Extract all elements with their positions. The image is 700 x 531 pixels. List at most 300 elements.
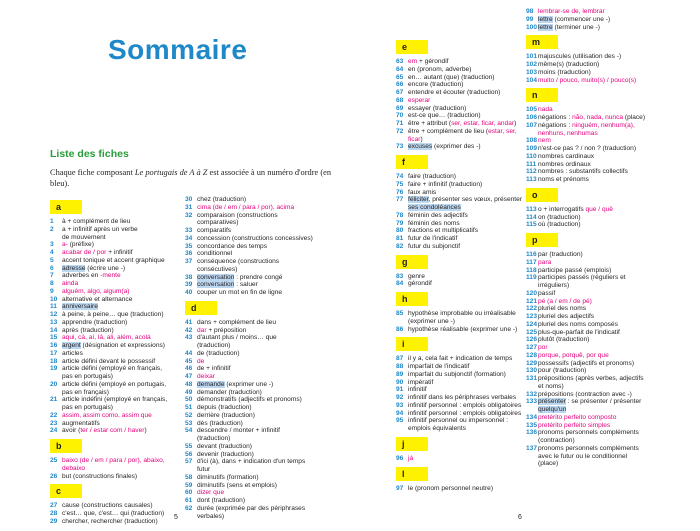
entry-text: [197, 451, 335, 459]
index-entry: [526, 282, 658, 290]
entry-number: 51: [185, 404, 193, 411]
page-number: 6: [518, 514, 522, 521]
entry-text-part: en… autant (que) (traduction): [408, 73, 495, 81]
index-entry: [185, 334, 335, 342]
index-entry: [185, 365, 335, 373]
section-letter: a: [50, 200, 82, 214]
entry-text-part: d'autant plus / moins… que: [197, 334, 277, 342]
index-entry: [50, 265, 176, 273]
section-letter: o: [526, 188, 558, 202]
entry-number: 44: [185, 349, 193, 357]
entry-text-part: devenir (traduction): [197, 450, 254, 458]
entry-text: [538, 313, 658, 321]
entry-number: 136: [526, 429, 538, 437]
entry-number: 15: [50, 334, 58, 342]
entry-text: [408, 136, 524, 144]
entry-text-part: présenter: [538, 398, 566, 406]
entry-number: 109: [526, 145, 538, 152]
section-letter: n: [526, 88, 558, 102]
entry-text: [62, 296, 176, 304]
entry-number: 135: [526, 421, 538, 429]
entry-text: [538, 274, 658, 282]
index-entry: [526, 53, 658, 61]
entry-text-part: (terminer une -): [552, 23, 600, 31]
index-entry: [526, 422, 658, 430]
entry-number: 134: [526, 413, 538, 421]
entry-text: [62, 327, 176, 335]
index-entry: [50, 427, 176, 435]
entry-text: [408, 220, 524, 228]
entry-text-part: a + infinitif après un verbe: [62, 225, 138, 233]
entry-text-part: nombres cardinaux: [538, 152, 595, 160]
entry-text-part: o + interrogatifs: [538, 205, 586, 213]
entry-text: [197, 381, 335, 389]
index-entry: [50, 280, 176, 288]
entry-number: 123: [526, 313, 538, 320]
entry-text: [197, 281, 335, 289]
section-letter: h: [396, 292, 428, 306]
index-entry: [185, 404, 335, 412]
entry-text: [538, 77, 658, 85]
entry-text: [538, 176, 658, 184]
entry-number: 100: [526, 23, 538, 31]
entry-text-part: pas en portugais): [62, 373, 113, 380]
entry-number: 90: [396, 378, 404, 386]
entry-text-part: conversation: [197, 281, 235, 289]
entry-number: 81: [396, 235, 404, 242]
entry-text-part: (désignation et expressions): [80, 342, 166, 349]
entry-number: 55: [185, 442, 193, 450]
entry-text-part: + infinitif: [106, 249, 133, 256]
entry-text-part: debaixo: [62, 464, 86, 472]
entry-text: [62, 373, 176, 381]
entry-text-part: avec le futur ou le conditionnel: [538, 452, 628, 460]
index-entry: [526, 8, 658, 16]
entry-text: [197, 513, 335, 521]
entry-number: 53: [185, 419, 193, 427]
entry-number: 85: [396, 310, 404, 317]
entry-number: 70: [396, 112, 404, 120]
entry-number: 1: [50, 218, 54, 225]
entry-number: 128: [526, 351, 538, 359]
index-entry: [50, 404, 176, 412]
section-letter: p: [526, 233, 558, 247]
entry-text-part: que / quê: [585, 205, 613, 213]
entry-text: [538, 137, 658, 145]
index-entry: [396, 220, 524, 228]
index-entry: [526, 206, 658, 214]
entry-text: [62, 319, 176, 327]
index-entry: [396, 371, 524, 379]
section-letter: f: [396, 155, 428, 169]
entry-text-part: adresse: [62, 264, 86, 272]
entry-text-part: muito / pouco, muito(s) / pouco(s): [538, 76, 637, 84]
entry-text-part: chercher, rechercher (traduction): [62, 517, 158, 525]
entry-number: 88: [396, 363, 404, 370]
index-entry: [50, 288, 176, 296]
entry-number: 84: [396, 280, 404, 288]
entry-text-part: imparfait de l'indicatif: [408, 363, 470, 370]
entry-number: 82: [396, 242, 404, 250]
entry-text: [62, 510, 176, 518]
entry-text-part: dar: [197, 326, 207, 334]
index-entry: [50, 327, 176, 335]
index-entry: [396, 227, 524, 235]
entry-number: 27: [50, 502, 58, 510]
entry-text-part: le (pronom personnel neutre): [408, 484, 494, 492]
entry-number: 58: [185, 473, 193, 481]
index-entry: [526, 145, 658, 153]
entry-number: [396, 136, 408, 144]
entry-number: 4: [50, 249, 54, 256]
entry-text-part: dès (traduction): [197, 419, 243, 427]
entry-text-part: hypothèse réalisable (exprimer une -): [408, 325, 518, 333]
entry-text-part: ficar: [408, 135, 421, 143]
entry-text: [538, 445, 658, 453]
entry-text-part: noms et prénoms: [538, 176, 589, 183]
entry-text-part: pluriel des adjectifs: [538, 313, 595, 320]
index-entry: [396, 58, 524, 66]
entry-number: 39: [185, 281, 193, 289]
index-entry: [526, 24, 658, 32]
entry-text: [408, 310, 524, 318]
entry-text: [197, 396, 335, 404]
entry-text: [538, 130, 658, 138]
entry-text-part: couper un mot en fin de ligne: [197, 289, 283, 296]
entry-text-part: impératif: [408, 378, 434, 386]
index-entry: [396, 273, 524, 281]
entry-number: 132: [526, 390, 538, 398]
entry-number: [526, 383, 538, 391]
entry-text: [408, 386, 524, 394]
entry-text: [538, 53, 658, 61]
entry-text: [408, 105, 524, 113]
entry-text: [408, 318, 524, 326]
entry-number: 117: [526, 258, 537, 266]
entry-text: [197, 319, 335, 327]
entry-number: 32: [185, 211, 193, 219]
entry-number: 18: [50, 357, 58, 365]
entry-text-part: négations :: [538, 121, 573, 129]
entry-text-part: négations :: [538, 114, 573, 121]
entry-text: [197, 482, 335, 490]
index-entry: [526, 77, 658, 85]
entry-text-part: pé (a / em / de pé): [538, 297, 592, 305]
section-letter: d: [185, 301, 217, 315]
entry-text-part: féminin des noms: [408, 219, 460, 227]
entry-text-part: por: [538, 344, 548, 351]
entry-text-part: excuses: [408, 143, 433, 151]
index-entry: [50, 396, 176, 404]
entry-text-part: (exprimer une -): [408, 317, 455, 325]
index-entry: [185, 342, 335, 350]
section-letter: l: [396, 467, 428, 481]
entry-text: [538, 214, 658, 222]
entry-text-part: (traduction): [197, 342, 231, 349]
entry-text-part: irréguliers): [538, 282, 570, 289]
index-entry: [396, 394, 524, 402]
entry-text: [538, 206, 658, 214]
entry-text-part: depuis (traduction): [197, 404, 252, 411]
index-entry: [396, 81, 524, 89]
index-entry: [526, 453, 658, 461]
index-entry: [396, 66, 524, 74]
entry-text-part: para: [538, 258, 552, 266]
entry-text: [197, 196, 335, 204]
entry-text-part: futur de l'indicatif: [408, 235, 458, 242]
entry-text-part: baixo (de / em / para / por), abaixo,: [62, 457, 165, 464]
entry-text: [538, 290, 658, 298]
section-letter: m: [526, 35, 558, 49]
entry-text: [197, 435, 335, 443]
index-entry: [396, 280, 524, 288]
index-entry: [185, 219, 335, 227]
entry-text-part: verbales): [197, 512, 225, 520]
entry-text-part: conditionnel: [197, 250, 233, 258]
entry-text: [538, 437, 658, 445]
entry-number: [396, 204, 408, 212]
entry-text-part: (exprimer une -): [224, 380, 274, 388]
entry-text-part: de mouvement: [62, 233, 106, 241]
entry-number: 74: [396, 173, 404, 180]
entry-text-part: nombres ordinaux: [538, 160, 591, 168]
index-entry: [526, 321, 658, 329]
entry-number: 77: [396, 196, 404, 204]
entry-text: [62, 272, 176, 280]
index-entry: [50, 412, 176, 420]
entry-text-part: (commencer une -): [552, 15, 611, 23]
index-column-2: [185, 196, 335, 520]
entry-number: 97: [396, 484, 404, 492]
entry-text-part: demander (traduction): [197, 388, 262, 396]
entry-text-part: participes passés (réguliers et: [538, 274, 626, 282]
entry-number: 24: [50, 427, 58, 435]
entry-text: [408, 410, 524, 418]
index-entry: [526, 406, 658, 414]
entry-number: 69: [396, 104, 404, 112]
entry-number: [526, 282, 538, 290]
index-entry: [50, 272, 176, 280]
entry-number: [50, 389, 62, 397]
entry-text-part: être + attribut (: [408, 120, 452, 127]
entry-text-part: ainda: [62, 280, 79, 287]
entry-text-part: (préfixe): [67, 241, 94, 249]
entry-text: [538, 69, 658, 77]
entry-number: 23: [50, 419, 58, 427]
entry-number: 20: [50, 380, 58, 388]
entry-text-part: pluriel des noms composés: [538, 320, 618, 328]
entry-number: 87: [396, 355, 404, 363]
index-entry: [185, 289, 335, 297]
entry-number: 64: [396, 65, 404, 73]
entry-text: [538, 344, 658, 352]
index-entry: [396, 402, 524, 410]
entry-text: [538, 145, 658, 153]
entry-number: 43: [185, 334, 193, 342]
entry-text-part: pour (traduction): [538, 367, 587, 375]
entry-text-part: faire (traduction): [408, 173, 457, 180]
entry-text-part: hypothèse improbable ou irréalisable: [408, 310, 516, 317]
entry-text-part: -mente: [100, 272, 121, 280]
entry-number: 11: [50, 303, 57, 311]
index-entry: [396, 326, 524, 334]
index-entry: [396, 379, 524, 387]
entry-number: 9: [50, 287, 54, 295]
entry-number: 13: [50, 318, 58, 326]
index-entry: [396, 417, 524, 425]
index-entry: [526, 290, 658, 298]
entry-text-part: não, nada, nunca: [572, 114, 624, 121]
entry-text: [538, 329, 658, 337]
entry-number: 41: [185, 318, 193, 326]
entry-text: [538, 267, 658, 275]
entry-text-part: (écrire une -): [85, 264, 126, 272]
index-entry: [185, 235, 335, 243]
entry-number: 98: [526, 8, 534, 15]
entry-text-part: but (constructions finales): [62, 472, 138, 480]
entry-text: [408, 485, 524, 493]
entry-number: 120: [526, 289, 538, 297]
section-letter: g: [396, 255, 428, 269]
entry-text: [197, 258, 335, 266]
entry-number: 108: [526, 137, 538, 145]
entry-text-part: , présenter ses vœux, présenter: [428, 196, 522, 204]
entry-text-part: conversation: [197, 273, 235, 281]
right-page: [350, 0, 700, 531]
entry-text-part: pluriel des noms: [538, 305, 587, 313]
entry-text-part: avoir (: [62, 427, 81, 435]
entry-number: 60: [185, 489, 193, 497]
entry-text: [538, 414, 658, 422]
entry-text-part: : se présenter / présenter: [565, 398, 642, 406]
entry-number: 101: [526, 53, 538, 61]
index-entry: [396, 318, 524, 326]
entry-text: [197, 274, 335, 282]
entry-text: [197, 219, 335, 227]
index-entry: [526, 161, 658, 169]
entry-text-part: diminutifs (sens et emplois): [197, 481, 277, 489]
entry-text: [538, 429, 658, 437]
index-entry: [396, 485, 524, 493]
entry-text-part: nada: [538, 106, 553, 114]
entry-text-part: comparatives): [197, 219, 239, 227]
entry-number: 114: [526, 213, 537, 221]
entry-text-part: (traduction): [197, 435, 231, 442]
entry-text: [538, 422, 658, 430]
entry-text-part: futur du subjonctif: [408, 242, 461, 250]
entry-number: 21: [50, 396, 58, 404]
entry-text: [538, 153, 658, 161]
entry-text-part: descendre / monter + infinitif: [197, 427, 281, 435]
entry-text-part: já: [408, 454, 414, 462]
entry-text: [62, 358, 176, 366]
entry-text: [197, 474, 335, 482]
entry-text: [197, 443, 335, 451]
entry-number: [185, 219, 197, 227]
intro-text: [50, 168, 340, 189]
entry-number: 76: [396, 188, 404, 196]
entry-text-part: comparatifs: [197, 227, 232, 234]
entry-text: [197, 204, 335, 212]
entry-text-part: passif: [538, 289, 556, 297]
entry-number: [396, 318, 408, 326]
index-entry: [185, 443, 335, 451]
index-entry: [526, 460, 658, 468]
entry-number: 89: [396, 370, 404, 378]
index-entry: [526, 251, 658, 259]
entry-text: [538, 360, 658, 368]
entry-text: [408, 417, 524, 425]
index-entry: [526, 214, 658, 222]
entry-text-part: devant (traduction): [197, 442, 252, 450]
section-letter: j: [396, 437, 428, 451]
index-entry: [185, 227, 335, 235]
entry-text-part: durée (exprimée par des périphrases: [197, 504, 306, 512]
entry-number: 72: [396, 127, 404, 135]
entry-text: [408, 425, 524, 433]
entry-text-part: alternative et alternance: [62, 295, 133, 303]
entry-text: [62, 457, 176, 465]
index-entry: [396, 189, 524, 197]
entry-number: 38: [185, 273, 193, 281]
entry-number: [526, 460, 538, 468]
index-entry: [50, 334, 176, 342]
entry-number: 7: [50, 272, 54, 280]
entry-text: [62, 241, 176, 249]
index-entry: [526, 130, 658, 138]
entry-text: [538, 221, 658, 229]
entry-text-part: possessifs (adjectifs et pronoms): [538, 359, 635, 367]
entry-text: [197, 365, 335, 373]
index-entry: [526, 329, 658, 337]
entry-text-part: après (traduction): [62, 326, 114, 334]
index-entry: [396, 425, 524, 433]
index-entry: [526, 336, 658, 344]
index-entry: [50, 234, 176, 242]
entry-text-part: adverbes en: [62, 272, 101, 280]
entry-text: [408, 120, 524, 128]
entry-text-part: par (traduction): [538, 251, 583, 258]
entry-number: 121: [526, 297, 538, 305]
entry-number: 73: [396, 143, 404, 151]
index-entry: [396, 143, 524, 151]
intro-book-title: Le portugais de A à Z: [134, 168, 208, 177]
entry-text: [538, 336, 658, 344]
entry-text-part: ): [514, 120, 517, 127]
entry-number: 52: [185, 411, 193, 419]
index-entry: [185, 513, 335, 521]
entry-text: [408, 273, 524, 281]
entry-text-part: faire + infinitif (traduction): [408, 180, 483, 188]
entry-text-part: d'ici (à), dans + indication d'un temps: [197, 458, 306, 466]
entry-number: 110: [526, 152, 537, 160]
index-entry: [50, 465, 176, 473]
entry-number: 28: [50, 510, 58, 517]
entry-number: 71: [396, 120, 404, 127]
entry-number: 103: [526, 68, 538, 76]
entry-number: 12: [50, 311, 58, 318]
entry-text-part: être + complément de lieu (: [408, 127, 489, 135]
entry-text: [538, 114, 658, 122]
entry-number: 125: [526, 328, 538, 336]
index-column-1: [50, 196, 176, 526]
entry-text: [538, 168, 658, 176]
entry-text: [408, 97, 524, 105]
entry-text-part: concordance des temps: [197, 242, 268, 250]
index-entry: [396, 196, 524, 204]
entry-text-part: demande: [197, 380, 225, 388]
section-subtitle: Liste des fiches: [50, 148, 129, 160]
